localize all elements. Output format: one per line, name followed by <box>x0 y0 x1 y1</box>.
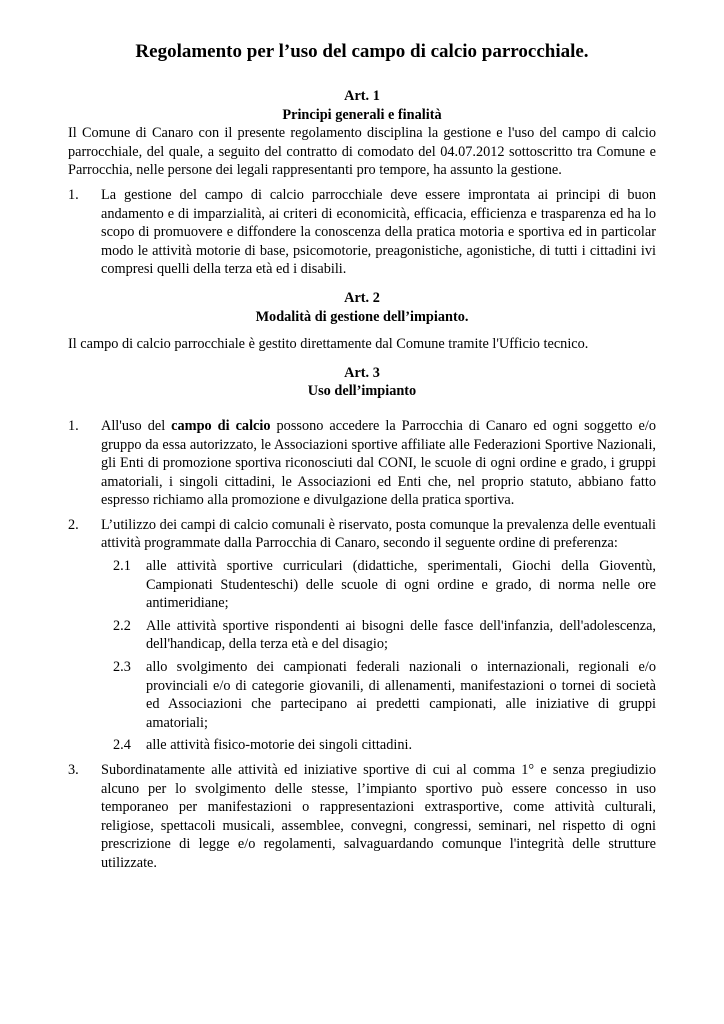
item-text-pre: All'uso del <box>101 417 172 434</box>
sub-item-2-1 <box>113 557 656 613</box>
article-3-heading: Uso dell’impianto <box>307 383 417 400</box>
item-text: L’utilizzo dei campi di calcio comunali è riservato, posta comunque la prevalenza delle eventuali attività programmate dalla Parrocchia di Canaro, secondo il seguente ordine di preferenza: <box>101 516 656 552</box>
item-number: 1. <box>68 186 79 203</box>
document-title: Regolamento per l’uso del campo di calcio parrocchiale. <box>135 41 589 62</box>
sub-item-number: 2.4 <box>113 737 131 754</box>
sub-item-2-3 <box>113 658 656 732</box>
article-2-text: Il campo di calcio parrocchiale è gestito direttamente dal Comune tramite l'Ufficio tecnico. <box>68 336 589 353</box>
article-3-item-2 <box>68 516 656 553</box>
sub-item-text: allo svolgimento dei campionati federali nazionali o internazionali, regionali e/o provinciali e/o di categorie giovanili, di allenamenti, manifestazioni o tornei di società ed Associazioni che partecipano ai predetti campionati, alle iniziative di gruppi amatoriali; <box>146 659 656 731</box>
article-1-item-1 <box>68 186 656 279</box>
article-1 <box>68 87 656 279</box>
sub-item-text: alle attività fisico-motorie dei singoli cittadini. <box>146 737 413 754</box>
article-3-number: Art. 3 <box>344 364 380 381</box>
article-1-intro: Il Comune di Canaro con il presente regolamento disciplina la gestione e l'uso del campo di calcio parrocchiale, del quale, a seguito del contratto di comodato del 04.07.2012 sottoscritto tra Comune e Parrocchia, nelle persone dei legali rappresentanti pro tempore, ha assunto la gestione. <box>68 125 656 179</box>
document-page <box>68 40 656 873</box>
sub-item-number: 2.1 <box>113 558 131 575</box>
item-text: La gestione del campo di calcio parrocchiale deve essere improntata ai principi di buon andamento e di imparzialità, ai criteri di economicità, efficacia, efficienza e trasparenza ed ha lo scopo di promuovere e diffondere la conoscenza della pratica motoria e sportiva ed in particolar modo le attività motorie di base, psicomotorie, preagonistiche, agonistiche, di tutti i cittadini ivi compresi quelli della terza età ed i disabili. <box>101 186 656 278</box>
item-text <box>101 417 656 510</box>
article-2-heading: Modalità di gestione dell’impianto. <box>255 308 469 325</box>
item-number: 1. <box>68 417 79 434</box>
article-3-item-3 <box>68 761 656 873</box>
article-3 <box>68 364 656 873</box>
item-number: 3. <box>68 762 79 778</box>
item-number: 2. <box>68 516 79 533</box>
sub-item-text: alle attività sportive curriculari (didattiche, sperimentali, Giochi della Gioventù, Campionati Studenteschi) delle scuole di ogni ordine e grado, di norma nelle ore antimeridiane; <box>146 558 656 612</box>
item-text-bold: campo di calcio <box>171 417 271 434</box>
item-text-post: possono accedere la Parrocchia di Canaro ed ogni soggetto e/o gruppo da essa autorizzato, le Associazioni sportive affiliate alle Federazioni Sportive Nazionali, gli Enti di promozione sportiva riconosciuti dal CONI, le scuole di ogni ordine e grado, i gruppi amatoriali, i singoli cittadini, le Associazioni ed Enti che, nel proprio statuto, abbiano fatto espresso richiamo alla promozione e divulgazione della pratica sportiva. <box>101 417 656 509</box>
article-1-heading: Principi generali e finalità <box>282 106 442 123</box>
item-text: Subordinatamente alle attività ed iniziative sportive di cui al comma 1° e senza pregiudizio alcuno per lo svolgimento delle stesse, l’impianto sportivo può essere concesso in uso temporaneo per manifestazioni o rappresentazioni extrasportive, come attività culturali, religiose, spettacoli musicali, assemblee, convegni, congressi, seminari, nel rispetto di ogni prescrizione di legge e/o regolamenti, salvaguardando comunque l'integrità delle strutture utilizzate. <box>101 762 656 871</box>
article-2-number: Art. 2 <box>344 289 380 306</box>
sub-item-number: 2.2 <box>113 617 131 634</box>
article-3-item-1 <box>68 417 656 510</box>
sub-item-text: Alle attività sportive rispondenti ai bisogni delle fasce dell'infanzia, dell'adolescenza, dell'handicap, della terza età e del disagio; <box>146 617 656 653</box>
sub-item-2-4 <box>113 736 656 755</box>
sub-item-number: 2.3 <box>113 659 131 676</box>
article-1-number: Art. 1 <box>344 88 380 104</box>
article-2 <box>68 289 656 354</box>
sub-item-2-2 <box>113 617 656 654</box>
